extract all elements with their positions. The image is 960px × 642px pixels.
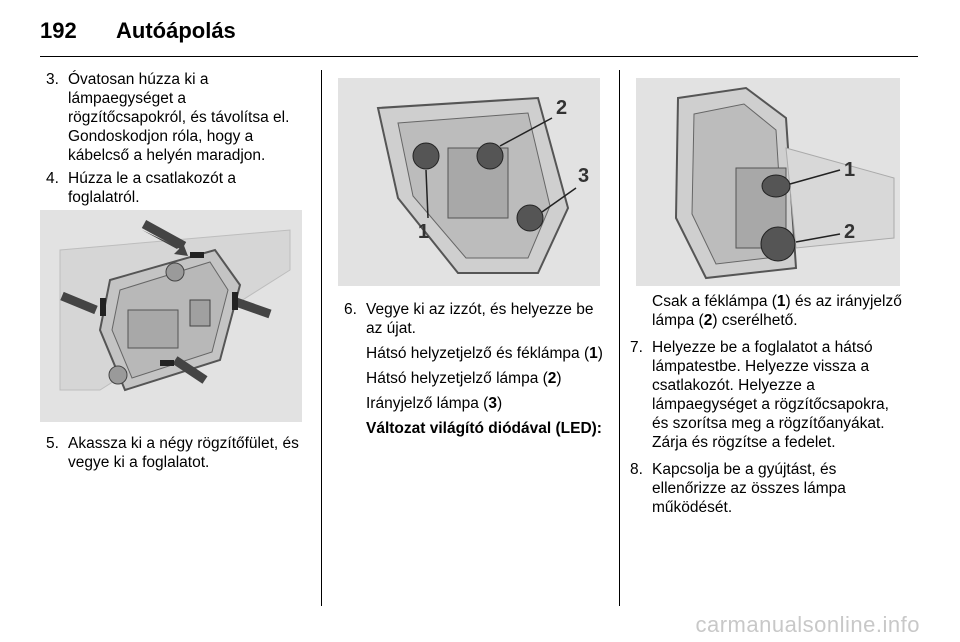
bulb-item-2 [344, 369, 606, 388]
step-number: 5. [46, 435, 59, 452]
watermark: carmanualsonline.info [695, 612, 920, 637]
page-header [40, 8, 920, 48]
step-number: 7. [630, 339, 643, 356]
step-6 [344, 300, 606, 338]
column-divider-1 [321, 70, 322, 606]
step-3 [46, 70, 308, 165]
socket-clips-illustration [40, 210, 302, 422]
step-4 [46, 169, 308, 207]
column-1-lower [46, 434, 308, 472]
led-heading: Változat világító diódával (LED): [366, 420, 602, 437]
figure-label-1: 1 [418, 221, 430, 243]
note-text: Csak a féklámpa ( [652, 293, 777, 310]
page-title: Autóápolás [116, 18, 236, 43]
figure-bulb-positions [338, 78, 600, 286]
header-divider [40, 56, 918, 57]
note-text-end: ) cserélhető. [712, 312, 798, 329]
item-number: 2 [547, 370, 557, 387]
step-text: Akassza ki a négy rögzítőfület, és vegye ki a foglalatot. [68, 435, 299, 471]
replaceable-note [630, 292, 902, 330]
led-variant-illustration [636, 78, 900, 286]
item-text-suffix: ) [556, 370, 562, 387]
item-text-suffix: ) [496, 395, 503, 412]
note-number-1: 1 [776, 293, 786, 310]
column-divider-2 [619, 70, 620, 606]
page-number: 192 [40, 18, 77, 43]
step-text: Óvatosan húzza ki a lámpaegységet a rögzítőcsapokról, és távolítsa el. Gondoskodjon róla, hogy a kábelcső a helyén maradjon. [68, 71, 290, 164]
figure-label-2: 2 [844, 221, 856, 243]
item-number: 3 [488, 395, 497, 412]
step-8 [630, 460, 902, 517]
step-7 [630, 338, 902, 452]
step-number: 6. [344, 301, 357, 318]
step-number: 4. [46, 170, 59, 187]
note-number-2: 2 [703, 312, 713, 329]
step-5 [46, 434, 308, 472]
bulb-positions-illustration [338, 78, 600, 286]
step-number: 8. [630, 461, 643, 478]
step-text: Vegye ki az izzót, és helyezze be az újat. [366, 301, 594, 337]
figure-label-1: 1 [844, 159, 856, 181]
figure-socket-clips [40, 210, 302, 422]
column-3 [630, 292, 902, 517]
step-text: Kapcsolja be a gyújtást, és ellenőrizze az összes lámpa működését. [652, 461, 846, 516]
bulb-item-3 [344, 394, 606, 413]
column-2 [344, 300, 606, 438]
item-text-suffix: ) [597, 345, 603, 362]
figure-label-3: 3 [578, 165, 590, 187]
item-text: Hátsó helyzetjelző lámpa ( [366, 370, 548, 387]
step-text: Húzza le a csatlakozót a foglalatról. [68, 170, 237, 206]
column-1 [46, 70, 308, 207]
step-text: Helyezze be a foglalatot a hátsó lámpatestbe. Helyezze vissza a csatlakozót. Helyezze a lámpaegységet a rögzítőcsapokra, és szorítsa meg a rögzítőanyákat. Zárja és rögzítse a fedelet. [652, 339, 889, 451]
bulb-item-1 [344, 344, 606, 363]
figure-label-2: 2 [556, 97, 568, 119]
item-text: Hátsó helyzetjelző és féklámpa ( [366, 345, 590, 362]
step-number: 3. [46, 71, 59, 88]
figure-led-variant [636, 78, 900, 286]
item-number: 1 [589, 345, 598, 362]
item-text: Irányjelző lámpa ( [366, 395, 489, 412]
note-text-mid: ) és az irányjelző lámpa ( [652, 293, 902, 329]
